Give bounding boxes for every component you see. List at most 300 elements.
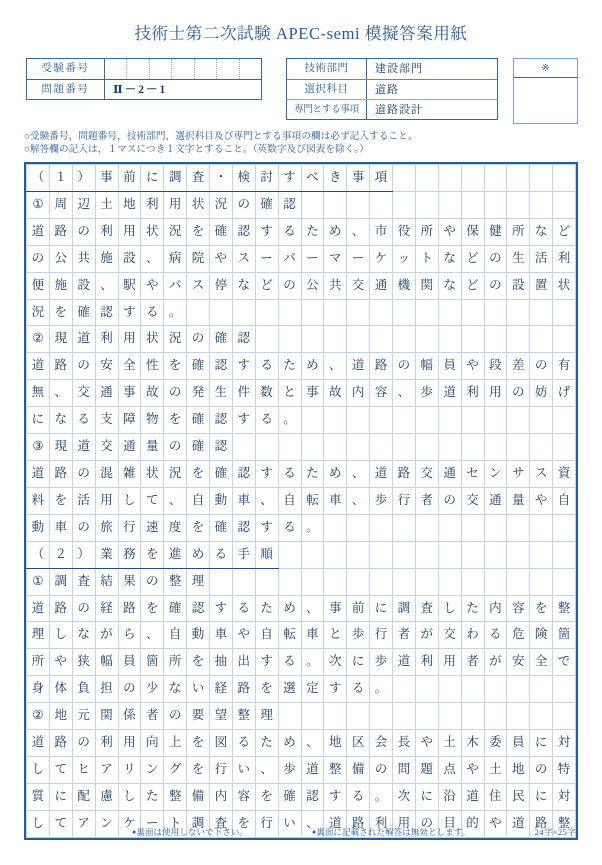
answer-cell[interactable] [438, 407, 461, 434]
answer-cell[interactable]: 向 [141, 730, 164, 757]
answer-cell[interactable]: 道 [27, 218, 50, 245]
answer-cell[interactable]: 共 [72, 245, 95, 272]
answer-cell[interactable]: き [324, 165, 347, 192]
answer-cell[interactable]: 理 [255, 703, 278, 730]
answer-cell[interactable]: の [530, 756, 553, 783]
answer-cell[interactable]: 交 [95, 434, 118, 461]
answer-cell[interactable]: に [347, 649, 370, 676]
answer-cell[interactable]: を [187, 218, 210, 245]
answer-cell[interactable] [553, 541, 576, 568]
answer-cell[interactable]: ど [255, 272, 278, 299]
answer-cell[interactable] [301, 326, 324, 353]
answer-cell[interactable]: め [278, 730, 301, 757]
answer-cell[interactable] [347, 434, 370, 461]
answer-cell[interactable] [255, 326, 278, 353]
answer-cell[interactable]: 整 [553, 810, 576, 837]
answer-cell[interactable] [507, 165, 530, 192]
answer-cell[interactable] [415, 434, 438, 461]
answer-cell[interactable]: な [438, 245, 461, 272]
answer-cell[interactable] [461, 676, 484, 703]
answer-cell[interactable] [415, 568, 438, 595]
answer-cell[interactable]: の [187, 326, 210, 353]
speciality-value[interactable]: 道路設計 [375, 104, 423, 116]
answer-cell[interactable] [324, 407, 347, 434]
answer-cell[interactable] [530, 434, 553, 461]
answer-cell[interactable]: 事 [324, 595, 347, 622]
answer-cell[interactable]: や [461, 353, 484, 380]
answer-cell[interactable] [415, 407, 438, 434]
answer-cell[interactable]: 所 [27, 649, 50, 676]
answer-cell[interactable]: の [141, 568, 164, 595]
answer-cell[interactable]: 次 [324, 649, 347, 676]
answer-cell[interactable]: 用 [118, 730, 141, 757]
answer-cell[interactable]: 、 [393, 380, 416, 407]
answer-cell[interactable]: 共 [324, 272, 347, 299]
answer-cell[interactable]: 係 [118, 703, 141, 730]
answer-cell[interactable]: ケ [118, 810, 141, 837]
answer-cell[interactable]: 体 [49, 676, 72, 703]
answer-cell[interactable]: 容 [507, 595, 530, 622]
answer-cell[interactable]: 利 [370, 810, 393, 837]
answer-cell[interactable] [507, 299, 530, 326]
answer-cell[interactable]: 整 [164, 568, 187, 595]
answer-cell[interactable]: 認 [232, 514, 255, 541]
answer-cell[interactable] [370, 514, 393, 541]
answer-cell[interactable]: 路 [530, 810, 553, 837]
answer-cell[interactable]: ② [27, 326, 50, 353]
answer-cell[interactable]: ① [27, 191, 50, 218]
answer-cell[interactable]: 地 [118, 191, 141, 218]
answer-cell[interactable]: 道 [438, 380, 461, 407]
answer-cell[interactable]: 歩 [370, 487, 393, 514]
answer-cell[interactable]: 所 [415, 218, 438, 245]
answer-cell[interactable]: 況 [27, 299, 50, 326]
answer-cell[interactable]: 用 [164, 191, 187, 218]
answer-cell[interactable]: 調 [164, 165, 187, 192]
answer-cell[interactable]: 認 [187, 595, 210, 622]
answer-cell[interactable]: 用 [438, 649, 461, 676]
answer-cell[interactable] [507, 407, 530, 434]
answer-cell[interactable]: 選 [278, 676, 301, 703]
exam-number-cell[interactable] [171, 59, 193, 79]
answer-cell[interactable]: の [118, 676, 141, 703]
answer-cell[interactable]: 車 [301, 622, 324, 649]
answer-cell[interactable]: な [49, 407, 72, 434]
answer-cell[interactable]: 、 [95, 272, 118, 299]
answer-cell[interactable]: 危 [507, 622, 530, 649]
answer-cell[interactable]: 査 [415, 595, 438, 622]
answer-cell[interactable]: ン [95, 810, 118, 837]
answer-cell[interactable]: 委 [484, 730, 507, 757]
answer-cell[interactable]: 路 [393, 460, 416, 487]
answer-cell[interactable]: 行 [118, 514, 141, 541]
answer-cell[interactable]: わ [461, 622, 484, 649]
answer-cell[interactable]: 便 [27, 272, 50, 299]
answer-cell[interactable]: 道 [461, 783, 484, 810]
answer-cell[interactable] [210, 299, 233, 326]
answer-cell[interactable] [553, 676, 576, 703]
answer-cell[interactable] [232, 434, 255, 461]
answer-cell[interactable]: に [27, 407, 50, 434]
answer-cell[interactable]: 速 [141, 514, 164, 541]
answer-cell[interactable]: ケ [370, 245, 393, 272]
answer-cell[interactable] [278, 326, 301, 353]
answer-cell[interactable]: 動 [210, 487, 233, 514]
answer-cell[interactable]: 者 [415, 487, 438, 514]
answer-cell[interactable]: す [255, 514, 278, 541]
answer-cell[interactable] [530, 326, 553, 353]
answer-cell[interactable]: 利 [95, 326, 118, 353]
answer-cell[interactable]: 、 [255, 756, 278, 783]
answer-cell[interactable]: や [438, 218, 461, 245]
answer-cell[interactable] [278, 703, 301, 730]
answer-cell[interactable]: す [210, 595, 233, 622]
answer-cell[interactable]: な [438, 272, 461, 299]
answer-cell[interactable]: 道 [27, 353, 50, 380]
answer-cell[interactable]: の [370, 756, 393, 783]
answer-cell[interactable]: や [49, 649, 72, 676]
answer-cell[interactable] [507, 514, 530, 541]
answer-cell[interactable] [393, 434, 416, 461]
answer-cell[interactable]: を [255, 676, 278, 703]
answer-cell[interactable]: 病 [164, 245, 187, 272]
answer-cell[interactable] [438, 434, 461, 461]
answer-cell[interactable] [301, 568, 324, 595]
answer-cell[interactable]: ③ [27, 434, 50, 461]
answer-cell[interactable]: セ [461, 460, 484, 487]
answer-cell[interactable]: な [164, 676, 187, 703]
exam-number-cell[interactable] [126, 59, 148, 79]
answer-cell[interactable]: し [27, 756, 50, 783]
answer-cell[interactable]: 査 [210, 810, 233, 837]
answer-cell[interactable]: の [164, 434, 187, 461]
answer-cell[interactable]: や [210, 245, 233, 272]
answer-cell[interactable]: 経 [95, 595, 118, 622]
answer-cell[interactable]: る [72, 407, 95, 434]
answer-cell[interactable]: め [301, 353, 324, 380]
answer-cell[interactable]: 険 [530, 622, 553, 649]
answer-cell[interactable]: た [255, 730, 278, 757]
answer-cell[interactable]: 題 [415, 756, 438, 783]
answer-cell[interactable]: ン [484, 460, 507, 487]
answer-cell[interactable]: 確 [72, 299, 95, 326]
answer-cell[interactable] [301, 299, 324, 326]
answer-cell[interactable]: 通 [95, 380, 118, 407]
answer-cell[interactable]: を [187, 730, 210, 757]
answer-cell[interactable] [324, 326, 347, 353]
answer-cell[interactable] [347, 703, 370, 730]
answer-cell[interactable] [415, 676, 438, 703]
answer-cell[interactable]: ど [553, 218, 576, 245]
answer-cell[interactable]: 全 [530, 649, 553, 676]
answer-cell[interactable]: 幅 [95, 649, 118, 676]
answer-cell[interactable]: 確 [187, 434, 210, 461]
answer-cell[interactable]: が [415, 622, 438, 649]
answer-cell[interactable]: 行 [393, 487, 416, 514]
answer-cell[interactable]: 状 [553, 272, 576, 299]
answer-cell[interactable]: 置 [530, 272, 553, 299]
answer-cell[interactable] [324, 703, 347, 730]
answer-cell[interactable]: 動 [27, 514, 50, 541]
answer-cell[interactable]: た [301, 460, 324, 487]
answer-cell[interactable]: 備 [347, 756, 370, 783]
answer-cell[interactable]: ・ [210, 165, 233, 192]
answer-cell[interactable]: に [141, 165, 164, 192]
answer-grid[interactable] [24, 162, 578, 840]
answer-cell[interactable]: 、 [255, 487, 278, 514]
answer-cell[interactable]: 車 [324, 487, 347, 514]
answer-cell[interactable]: 歩 [347, 622, 370, 649]
answer-cell[interactable]: 対 [553, 783, 576, 810]
answer-cell[interactable] [507, 541, 530, 568]
answer-cell[interactable]: 狭 [72, 649, 95, 676]
exam-number-cell[interactable] [149, 59, 171, 79]
answer-cell[interactable]: 箇 [141, 649, 164, 676]
answer-cell[interactable]: 故 [141, 380, 164, 407]
answer-cell[interactable]: 理 [27, 622, 50, 649]
answer-cell[interactable]: や [530, 487, 553, 514]
answer-cell[interactable]: に [415, 783, 438, 810]
answer-cell[interactable]: 上 [164, 730, 187, 757]
answer-cell[interactable]: 行 [210, 756, 233, 783]
answer-cell[interactable] [324, 191, 347, 218]
answer-cell[interactable]: 利 [141, 191, 164, 218]
answer-cell[interactable]: 道 [370, 460, 393, 487]
answer-cell[interactable]: ア [72, 810, 95, 837]
answer-cell[interactable]: 、 [301, 595, 324, 622]
answer-cell[interactable] [484, 514, 507, 541]
answer-cell[interactable]: 量 [507, 487, 530, 514]
answer-cell[interactable]: で [553, 649, 576, 676]
answer-cell[interactable] [324, 568, 347, 595]
answer-cell[interactable]: 数 [255, 380, 278, 407]
answer-cell[interactable]: の [72, 460, 95, 487]
answer-cell[interactable] [347, 541, 370, 568]
exam-number-input[interactable] [105, 59, 261, 79]
answer-cell[interactable]: 的 [461, 810, 484, 837]
answer-cell[interactable]: の [415, 810, 438, 837]
answer-cell[interactable]: が [95, 622, 118, 649]
answer-cell[interactable] [255, 434, 278, 461]
answer-cell[interactable]: 理 [187, 568, 210, 595]
answer-cell[interactable]: 、 [164, 487, 187, 514]
answer-cell[interactable]: 道 [324, 810, 347, 837]
answer-cell[interactable]: 認 [232, 460, 255, 487]
answer-cell[interactable] [438, 326, 461, 353]
answer-cell[interactable] [530, 299, 553, 326]
answer-cell[interactable]: 障 [118, 407, 141, 434]
answer-cell[interactable]: 交 [461, 487, 484, 514]
answer-cell[interactable]: す [324, 783, 347, 810]
answer-cell[interactable]: ） [72, 541, 95, 568]
answer-cell[interactable]: る [347, 676, 370, 703]
answer-cell[interactable]: 配 [72, 783, 95, 810]
answer-cell[interactable]: 自 [255, 622, 278, 649]
answer-cell[interactable]: 負 [72, 676, 95, 703]
answer-cell[interactable]: 安 [95, 353, 118, 380]
answer-cell[interactable]: 、 [347, 218, 370, 245]
answer-cell[interactable]: 状 [141, 326, 164, 353]
answer-cell[interactable] [347, 299, 370, 326]
answer-cell[interactable] [324, 434, 347, 461]
answer-cell[interactable] [347, 568, 370, 595]
answer-cell[interactable] [278, 568, 301, 595]
answer-cell[interactable] [232, 299, 255, 326]
answer-cell[interactable] [347, 191, 370, 218]
answer-cell[interactable]: 況 [164, 218, 187, 245]
answer-cell[interactable]: 関 [95, 703, 118, 730]
answer-cell[interactable]: リ [118, 756, 141, 783]
answer-cell[interactable]: 順 [255, 541, 278, 568]
answer-cell[interactable]: 整 [553, 595, 576, 622]
answer-cell[interactable] [507, 568, 530, 595]
answer-cell[interactable]: 認 [278, 191, 301, 218]
answer-cell[interactable]: 道 [301, 756, 324, 783]
answer-cell[interactable]: す [278, 165, 301, 192]
answer-cell[interactable]: 況 [164, 326, 187, 353]
answer-cell[interactable]: 用 [118, 326, 141, 353]
answer-cell[interactable] [370, 434, 393, 461]
answer-cell[interactable]: い [278, 810, 301, 837]
answer-cell[interactable]: 少 [141, 676, 164, 703]
answer-cell[interactable]: の [72, 218, 95, 245]
answer-cell[interactable]: を [255, 783, 278, 810]
answer-cell[interactable] [553, 434, 576, 461]
answer-cell[interactable]: 木 [461, 730, 484, 757]
answer-cell[interactable]: 利 [461, 380, 484, 407]
answer-cell[interactable]: 機 [393, 272, 416, 299]
answer-cell[interactable]: 員 [118, 649, 141, 676]
answer-cell[interactable]: 自 [187, 487, 210, 514]
answer-cell[interactable]: 。 [370, 783, 393, 810]
answer-cell[interactable] [301, 191, 324, 218]
answer-cell[interactable]: 、 [324, 353, 347, 380]
answer-cell[interactable]: 公 [301, 272, 324, 299]
answer-cell[interactable]: ス [530, 460, 553, 487]
answer-cell[interactable]: 住 [484, 783, 507, 810]
answer-cell[interactable] [530, 676, 553, 703]
answer-cell[interactable]: 長 [393, 730, 416, 757]
answer-cell[interactable]: 歩 [278, 756, 301, 783]
answer-cell[interactable]: や [484, 810, 507, 837]
answer-cell[interactable]: 確 [210, 460, 233, 487]
answer-cell[interactable]: を [187, 460, 210, 487]
answer-cell[interactable]: 支 [95, 407, 118, 434]
answer-cell[interactable]: る [255, 353, 278, 380]
answer-cell[interactable]: す [255, 218, 278, 245]
answer-cell[interactable] [415, 541, 438, 568]
answer-cell[interactable]: 健 [484, 218, 507, 245]
answer-cell[interactable]: げ [553, 380, 576, 407]
answer-cell[interactable]: 現 [49, 326, 72, 353]
answer-cell[interactable]: 内 [484, 595, 507, 622]
answer-cell[interactable]: を [49, 299, 72, 326]
answer-cell[interactable]: 査 [72, 568, 95, 595]
answer-cell[interactable] [530, 165, 553, 192]
answer-cell[interactable]: 停 [210, 272, 233, 299]
answer-cell[interactable]: 役 [393, 218, 416, 245]
answer-cell[interactable]: 者 [461, 649, 484, 676]
answer-cell[interactable] [415, 299, 438, 326]
answer-cell[interactable]: ー [301, 245, 324, 272]
answer-cell[interactable] [301, 434, 324, 461]
answer-cell[interactable]: 院 [187, 245, 210, 272]
answer-cell[interactable]: し [118, 783, 141, 810]
answer-cell[interactable] [393, 326, 416, 353]
answer-cell[interactable]: の [438, 487, 461, 514]
answer-cell[interactable]: る [232, 730, 255, 757]
answer-cell[interactable] [255, 568, 278, 595]
answer-cell[interactable]: や [461, 756, 484, 783]
answer-cell[interactable]: 車 [49, 514, 72, 541]
answer-cell[interactable] [393, 165, 416, 192]
answer-cell[interactable] [530, 514, 553, 541]
answer-cell[interactable]: め [278, 595, 301, 622]
answer-cell[interactable]: 物 [141, 407, 164, 434]
answer-cell[interactable] [530, 541, 553, 568]
answer-cell[interactable]: 、 [347, 487, 370, 514]
answer-cell[interactable]: な [530, 218, 553, 245]
answer-cell[interactable]: ２ [49, 541, 72, 568]
answer-cell[interactable] [461, 703, 484, 730]
answer-cell[interactable]: た [255, 595, 278, 622]
answer-cell[interactable] [210, 568, 233, 595]
answer-cell[interactable]: 者 [393, 622, 416, 649]
answer-cell[interactable]: 混 [95, 460, 118, 487]
answer-cell[interactable] [438, 703, 461, 730]
answer-cell[interactable]: 交 [72, 380, 95, 407]
answer-cell[interactable]: 活 [72, 487, 95, 514]
answer-cell[interactable] [187, 299, 210, 326]
answer-cell[interactable]: 、 [301, 730, 324, 757]
answer-cell[interactable]: 業 [95, 541, 118, 568]
answer-cell[interactable]: の [278, 272, 301, 299]
answer-cell[interactable]: 。 [164, 299, 187, 326]
answer-cell[interactable]: 。 [301, 514, 324, 541]
answer-cell[interactable]: ー [255, 245, 278, 272]
answer-cell[interactable]: を [164, 407, 187, 434]
answer-cell[interactable]: 抽 [210, 649, 233, 676]
answer-cell[interactable]: ② [27, 703, 50, 730]
answer-cell[interactable] [553, 326, 576, 353]
answer-cell[interactable]: ー [347, 245, 370, 272]
answer-cell[interactable]: に [370, 595, 393, 622]
answer-cell[interactable]: の [164, 703, 187, 730]
technical-division-value[interactable]: 建設部門 [375, 63, 423, 75]
answer-cell[interactable]: 差 [507, 353, 530, 380]
answer-cell[interactable]: 認 [232, 218, 255, 245]
answer-cell[interactable]: 元 [72, 703, 95, 730]
answer-cell[interactable]: 土 [438, 730, 461, 757]
answer-cell[interactable] [393, 514, 416, 541]
answer-cell[interactable]: 地 [507, 756, 530, 783]
answer-cell[interactable] [484, 676, 507, 703]
answer-cell[interactable] [461, 541, 484, 568]
answer-cell[interactable]: 事 [118, 380, 141, 407]
answer-cell[interactable]: 認 [95, 299, 118, 326]
answer-cell[interactable]: 資 [553, 460, 576, 487]
answer-cell[interactable]: る [278, 218, 301, 245]
answer-cell[interactable]: し [438, 595, 461, 622]
answer-cell[interactable]: ら [118, 622, 141, 649]
selected-subject-value[interactable]: 道路 [375, 84, 399, 96]
answer-cell[interactable]: る [278, 649, 301, 676]
answer-cell[interactable]: の [164, 380, 187, 407]
answer-cell[interactable]: 箇 [553, 622, 576, 649]
answer-cell[interactable]: 。 [278, 407, 301, 434]
answer-cell[interactable]: 交 [415, 460, 438, 487]
answer-cell[interactable]: と [278, 380, 301, 407]
